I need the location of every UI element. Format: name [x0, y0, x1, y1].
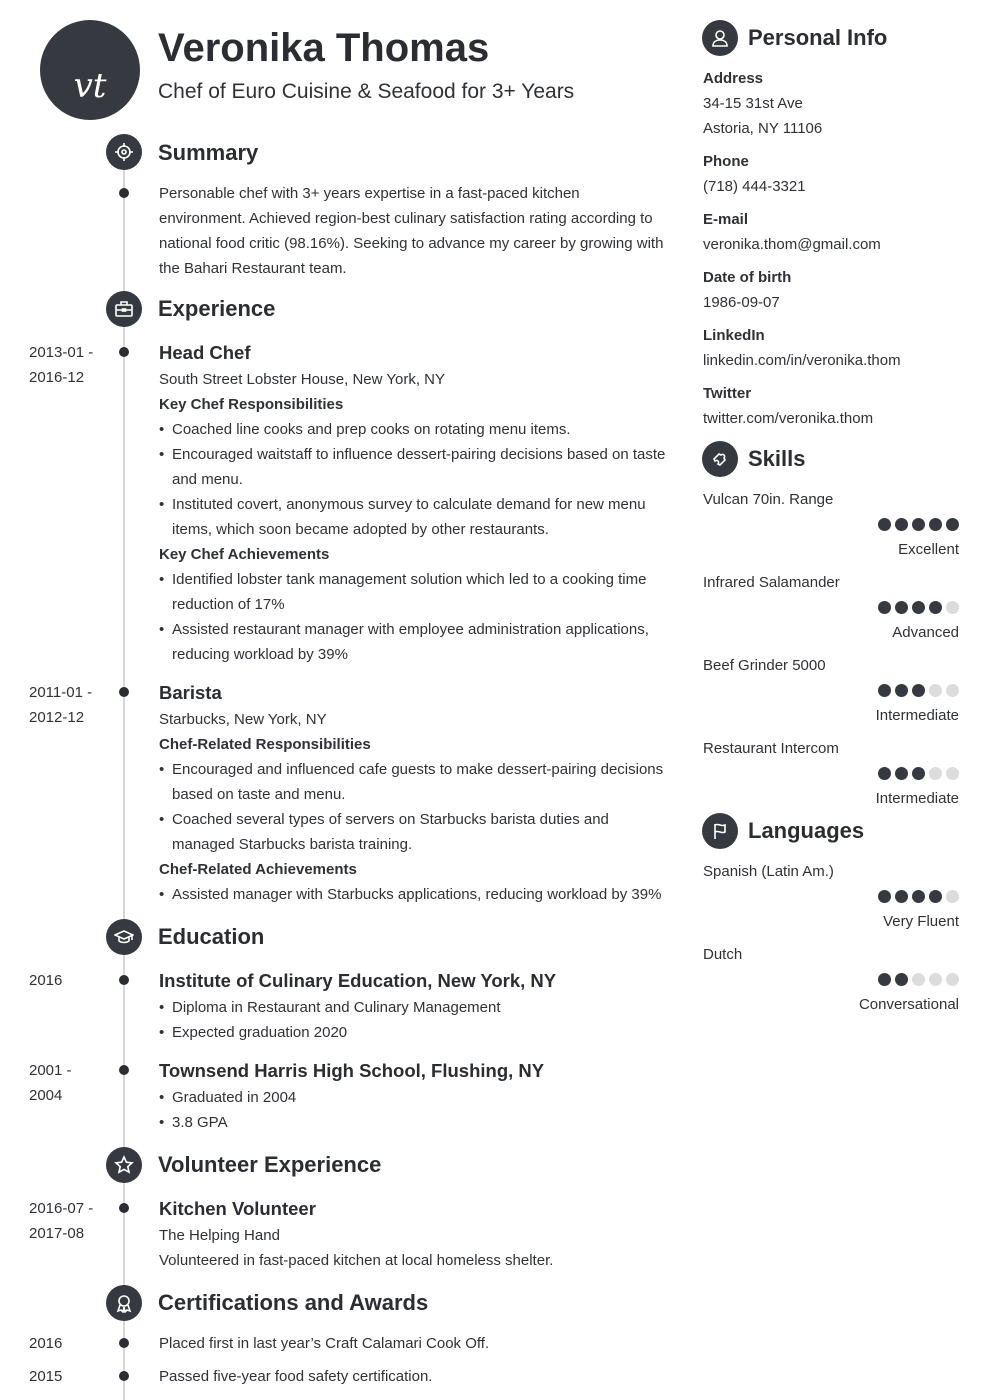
rating-dot-filled	[878, 973, 891, 986]
rating-dot-filled	[929, 890, 942, 903]
info-label: Date of birth	[703, 269, 792, 286]
item-level: Intermediate	[875, 790, 959, 807]
rating-dots	[703, 884, 959, 909]
volunteer-org: The Helping Hand	[159, 1227, 280, 1244]
bullet: • 3.8 GPA	[159, 1110, 669, 1135]
rating-dot-filled	[912, 684, 925, 697]
rating-dot-filled	[895, 767, 908, 780]
info-value: 1986-09-07	[703, 294, 780, 311]
date-start: 2016-07 -	[29, 1200, 94, 1217]
rating-dot-filled	[878, 890, 891, 903]
school-name: Institute of Culinary Education, New York, NY	[159, 970, 557, 991]
cert-text: Placed first in last year’s Craft Calamari Cook Off.	[159, 1335, 490, 1352]
rating-dots	[703, 967, 959, 992]
job-subheading: Key Chef Achievements	[159, 546, 330, 563]
info-label: LinkedIn	[703, 327, 765, 344]
rating-dot-filled	[878, 684, 891, 697]
bullet: • Diploma in Restaurant and Culinary Management	[159, 995, 669, 1020]
rating-dot-empty	[946, 890, 959, 903]
bullet: • Assisted restaurant manager with employee administration applications, reducing workload by 39%	[159, 617, 669, 667]
item-level: Conversational	[858, 996, 959, 1013]
flag-icon	[702, 813, 738, 849]
timeline-dot	[119, 687, 129, 697]
cert-date: 2015	[29, 1368, 63, 1385]
timeline-dot	[119, 1065, 129, 1075]
rating-dot-filled	[895, 890, 908, 903]
edu-date	[29, 1058, 109, 1108]
rating-dot-filled	[946, 518, 959, 531]
experience-heading: Experience	[158, 296, 276, 321]
rating-dot-empty	[929, 767, 942, 780]
info-value: Astoria, NY 11106	[703, 120, 823, 137]
rating-dot-filled	[929, 518, 942, 531]
bullet: • Assisted manager with Starbucks applications, reducing workload by 39%	[159, 882, 669, 907]
bullet: • Coached several types of servers on Starbucks barista duties and managed Starbucks barista training.	[159, 807, 669, 857]
job-entry	[159, 338, 669, 667]
timeline-dot	[119, 347, 129, 357]
candidate-name: Veronika Thomas	[158, 26, 490, 70]
skill-item	[703, 570, 959, 645]
skills-list	[703, 487, 959, 819]
language-item	[703, 859, 959, 934]
avatar-initials: vt	[73, 66, 107, 106]
item-level: Very Fluent	[883, 913, 959, 930]
edu-date	[29, 968, 109, 993]
rating-dot-empty	[946, 684, 959, 697]
summary-heading: Summary	[158, 140, 259, 165]
bullet: • Graduated in 2004	[159, 1085, 669, 1110]
education-entry	[159, 966, 669, 1045]
volunteer-desc: Volunteered in fast-paced kitchen at local homeless shelter.	[159, 1252, 554, 1269]
education-heading: Education	[158, 924, 265, 949]
bullet: • Encouraged and influenced cafe guests to make dessert-pairing decisions based on taste and menu.	[159, 757, 669, 807]
bullet: • Instituted covert, anonymous survey to calculate demand for new menu items, which soon became adopted by other restaurants.	[159, 492, 669, 542]
job-company: Starbucks, New York, NY	[159, 711, 327, 728]
info-value: (718) 444-3321	[703, 178, 806, 195]
date-end: 2016-12	[29, 369, 85, 386]
summary-text: Personable chef with 3+ years expertise in a fast-paced kitchen environment. Achieved region-best culinary satisfaction rating according to national food critic (98.16%). Seeking to advance my career by growing with the Bahari Restaurant team.	[159, 185, 664, 277]
skill-item	[703, 653, 959, 728]
item-level: Advanced	[892, 624, 959, 641]
info-email	[703, 207, 959, 257]
info-value: 34-15 31st Ave	[703, 95, 803, 112]
job-company: South Street Lobster House, New York, NY	[159, 371, 445, 388]
timeline-dot	[119, 1371, 129, 1381]
certifications-heading: Certifications and Awards	[158, 1290, 429, 1315]
cert-date: 2016	[29, 1335, 63, 1352]
rating-dot-filled	[912, 890, 925, 903]
timeline-dot	[119, 1338, 129, 1348]
volunteer-date	[29, 1196, 109, 1246]
skill-item	[703, 736, 959, 811]
info-label: Twitter	[703, 385, 752, 402]
info-address	[703, 66, 959, 141]
item-level: Excellent	[898, 541, 959, 558]
date-start: 2001 -	[29, 1062, 72, 1079]
star-icon	[106, 1147, 142, 1183]
graduation-cap-icon	[106, 919, 142, 955]
bullet: • Encouraged waitstaff to influence dessert-pairing decisions based on taste and menu.	[159, 442, 669, 492]
info-value: linkedin.com/in/veronika.thom	[703, 352, 901, 369]
education-entry	[159, 1056, 669, 1135]
volunteer-entry	[159, 1194, 669, 1273]
rating-dot-filled	[912, 767, 925, 780]
rating-dot-filled	[895, 518, 908, 531]
bullet: • Coached line cooks and prep cooks on rotating menu items.	[159, 417, 669, 442]
rating-dots	[703, 678, 959, 703]
job-subheading: Chef-Related Achievements	[159, 861, 357, 878]
bullet: • Expected graduation 2020	[159, 1020, 669, 1045]
job-subheading: Key Chef Responsibilities	[159, 396, 344, 413]
info-phone	[703, 149, 959, 199]
rating-dot-empty	[946, 973, 959, 986]
user-icon	[702, 20, 738, 56]
rating-dot-filled	[912, 601, 925, 614]
info-linkedin	[703, 323, 959, 373]
personal-info-heading: Personal Info	[748, 25, 888, 50]
date-end: 2012-12	[29, 709, 85, 726]
job-title: Barista	[159, 682, 222, 703]
date-end: 2004	[29, 1087, 63, 1104]
rating-dot-filled	[878, 601, 891, 614]
rating-dots	[703, 512, 959, 537]
avatar	[40, 20, 140, 120]
item-name: Beef Grinder 5000	[703, 657, 826, 674]
date-end: 2017-08	[29, 1225, 85, 1242]
rating-dot-empty	[912, 973, 925, 986]
timeline-dot	[119, 1203, 129, 1213]
job-date	[29, 680, 109, 730]
info-twitter	[703, 381, 959, 431]
item-level: Intermediate	[875, 707, 959, 724]
info-label: E-mail	[703, 211, 749, 228]
rating-dot-filled	[912, 518, 925, 531]
puzzle-icon	[702, 441, 738, 477]
skills-heading: Skills	[748, 446, 806, 471]
rating-dots	[703, 595, 959, 620]
date-start: 2016	[29, 972, 63, 989]
school-name: Townsend Harris High School, Flushing, NY	[159, 1060, 545, 1081]
info-label: Phone	[703, 153, 749, 170]
rating-dot-filled	[878, 767, 891, 780]
timeline-dot	[119, 975, 129, 985]
languages-heading: Languages	[748, 818, 865, 843]
info-value: veronika.thom@gmail.com	[703, 236, 881, 253]
rating-dot-filled	[895, 973, 908, 986]
cert-text: Passed five-year food safety certification.	[159, 1368, 433, 1385]
rating-dot-filled	[895, 601, 908, 614]
volunteer-heading: Volunteer Experience	[158, 1152, 382, 1177]
briefcase-icon	[106, 291, 142, 327]
item-name: Infrared Salamander	[703, 574, 840, 591]
target-icon	[106, 134, 142, 170]
info-value: twitter.com/veronika.thom	[703, 410, 874, 427]
timeline-dot	[119, 188, 129, 198]
info-label: Address	[703, 70, 764, 87]
language-item	[703, 942, 959, 1017]
candidate-title: Chef of Euro Cuisine & Seafood for 3+ Years	[158, 80, 575, 103]
date-start: 2011-01 -	[29, 684, 93, 701]
job-title: Head Chef	[159, 342, 251, 363]
item-name: Dutch	[703, 946, 743, 963]
rating-dot-empty	[946, 601, 959, 614]
rating-dot-empty	[946, 767, 959, 780]
job-entry	[159, 678, 669, 907]
job-subheading: Chef-Related Responsibilities	[159, 736, 371, 753]
rating-dot-filled	[929, 601, 942, 614]
job-date	[29, 340, 109, 390]
bullet: • Identified lobster tank management solution which led to a cooking time reduction of 17%	[159, 567, 669, 617]
item-name: Vulcan 70in. Range	[703, 491, 834, 508]
award-icon	[106, 1285, 142, 1321]
rating-dot-filled	[895, 684, 908, 697]
skill-item	[703, 487, 959, 562]
date-start: 2013-01 -	[29, 344, 94, 361]
item-name: Spanish (Latin Am.)	[703, 863, 834, 880]
item-name: Restaurant Intercom	[703, 740, 839, 757]
rating-dots	[703, 761, 959, 786]
info-dob	[703, 265, 959, 315]
rating-dot-filled	[878, 518, 891, 531]
languages-list	[703, 859, 959, 1025]
personal-info	[703, 66, 959, 439]
rating-dot-empty	[929, 684, 942, 697]
rating-dot-empty	[929, 973, 942, 986]
volunteer-role: Kitchen Volunteer	[159, 1198, 316, 1219]
